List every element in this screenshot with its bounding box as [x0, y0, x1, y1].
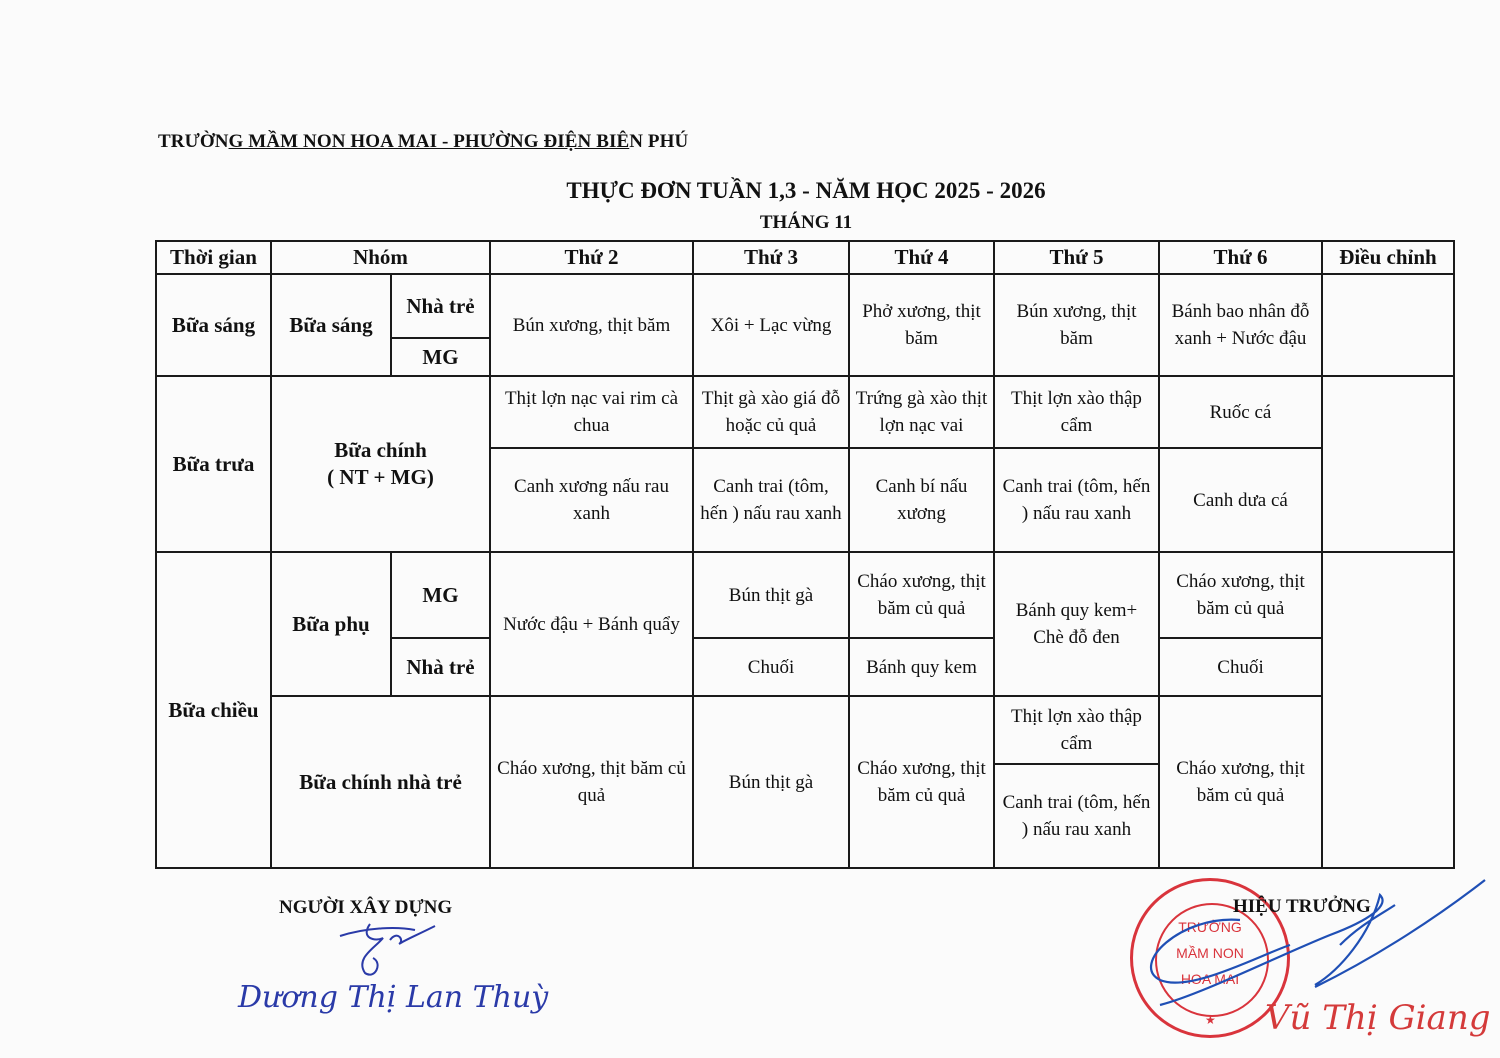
- lunch-main-wed: Trứng gà xào thịt lợn nạc vai: [849, 376, 994, 448]
- lunch-adjust: [1322, 376, 1454, 552]
- header-time: Thời gian: [156, 241, 271, 274]
- lunch-meal: Bữa chính ( NT + MG): [271, 376, 490, 552]
- lunch-main-mon: Thịt lợn nạc vai rim cà chua: [490, 376, 693, 448]
- breakfast-group-nt: Nhà trẻ: [391, 274, 490, 338]
- afternoon-main-mon: Cháo xương, thịt băm củ quả: [490, 696, 693, 868]
- lunch-soup-mon: Canh xương nấu rau xanh: [490, 448, 693, 552]
- breakfast-adjust: [1322, 274, 1454, 376]
- afternoon-snack-mon: Nước đậu + Bánh quẩy: [490, 552, 693, 696]
- menu-table: [155, 240, 1455, 869]
- lunch-main-tue: Thịt gà xào giá đỗ hoặc củ quả: [693, 376, 849, 448]
- builder-signature-icon: [335, 918, 445, 988]
- afternoon-snack-group-nt: Nhà trẻ: [391, 638, 490, 696]
- afternoon-snack-row-mg: [156, 552, 1454, 638]
- afternoon-snack-fri-mg: Cháo xương, thịt băm củ quả: [1159, 552, 1322, 638]
- afternoon-main-row-1: [156, 696, 1454, 764]
- afternoon-snack-wed-nt: Bánh quy kem: [849, 638, 994, 696]
- header-mon: Thứ 2: [490, 241, 693, 274]
- afternoon-main-wed: Cháo xương, thịt băm củ quả: [849, 696, 994, 868]
- afternoon-snack-wed-mg: Cháo xương, thịt băm củ quả: [849, 552, 994, 638]
- breakfast-row: [156, 274, 1454, 338]
- school-stamp: TRƯỜNG MẦM NON HOA MAI ★: [1130, 878, 1290, 1038]
- afternoon-snack-group-mg: MG: [391, 552, 490, 638]
- breakfast-mon: Bún xương, thịt băm: [490, 274, 693, 376]
- lunch-row-main: [156, 376, 1454, 448]
- afternoon-main-thu-1: Thịt lợn xào thập cẩm: [994, 696, 1159, 764]
- breakfast-group-mg: MG: [391, 338, 490, 376]
- lunch-time: Bữa trưa: [156, 376, 271, 552]
- afternoon-snack-tue-mg: Bún thịt gà: [693, 552, 849, 638]
- afternoon-time: Bữa chiều: [156, 552, 271, 868]
- header-thu: Thứ 5: [994, 241, 1159, 274]
- afternoon-main-meal: Bữa chính nhà trẻ: [271, 696, 490, 868]
- header-row: [156, 241, 1454, 274]
- lunch-soup-tue: Canh trai (tôm, hến ) nấu rau xanh: [693, 448, 849, 552]
- breakfast-thu: Bún xương, thịt băm: [994, 274, 1159, 376]
- header-adjust: Điều chỉnh: [1322, 241, 1454, 274]
- breakfast-time: Bữa sáng: [156, 274, 271, 376]
- afternoon-snack-thu: Bánh quy kem+ Chè đỗ đen: [994, 552, 1159, 696]
- lunch-soup-thu: Canh trai (tôm, hến ) nấu rau xanh: [994, 448, 1159, 552]
- afternoon-main-thu-2: Canh trai (tôm, hến ) nấu rau xanh: [994, 764, 1159, 868]
- lunch-soup-fri: Canh dưa cá: [1159, 448, 1322, 552]
- header-wed: Thứ 4: [849, 241, 994, 274]
- lunch-main-fri: Ruốc cá: [1159, 376, 1322, 448]
- afternoon-snack-meal: Bữa phụ: [271, 552, 391, 696]
- afternoon-adjust: [1322, 552, 1454, 868]
- header-fri: Thứ 6: [1159, 241, 1322, 274]
- header-group: Nhóm: [271, 241, 490, 274]
- school-name: TRƯỜNG MẦM NON HOA MAI - PHƯỜNG ĐIỆN BIÊN PHÚ: [158, 131, 689, 152]
- breakfast-tue: Xôi + Lạc vừng: [693, 274, 849, 376]
- afternoon-main-tue: Bún thịt gà: [693, 696, 849, 868]
- principal-name: Vũ Thị Giang: [1265, 998, 1491, 1038]
- afternoon-main-fri: Cháo xương, thịt băm củ quả: [1159, 696, 1322, 868]
- stamp-star-icon: ★: [1205, 1013, 1216, 1027]
- afternoon-snack-tue-nt: Chuối: [693, 638, 849, 696]
- builder-name: Dương Thị Lan Thuỳ: [238, 980, 549, 1015]
- builder-label: NGƯỜI XÂY DỰNG: [279, 897, 453, 918]
- breakfast-meal: Bữa sáng: [271, 274, 391, 376]
- lunch-soup-wed: Canh bí nấu xương: [849, 448, 994, 552]
- breakfast-wed: Phở xương, thịt băm: [849, 274, 994, 376]
- principal-label: HIỆU TRƯỞNG: [1233, 896, 1371, 917]
- header-tue: Thứ 3: [693, 241, 849, 274]
- document-subtitle: THÁNG 11: [759, 212, 853, 233]
- afternoon-snack-fri-nt: Chuối: [1159, 638, 1322, 696]
- breakfast-fri: Bánh bao nhân đỗ xanh + Nước đậu: [1159, 274, 1322, 376]
- document-title: THỰC ĐƠN TUẦN 1,3 - NĂM HỌC 2025 - 2026: [566, 178, 1046, 203]
- lunch-main-thu: Thịt lợn xào thập cẩm: [994, 376, 1159, 448]
